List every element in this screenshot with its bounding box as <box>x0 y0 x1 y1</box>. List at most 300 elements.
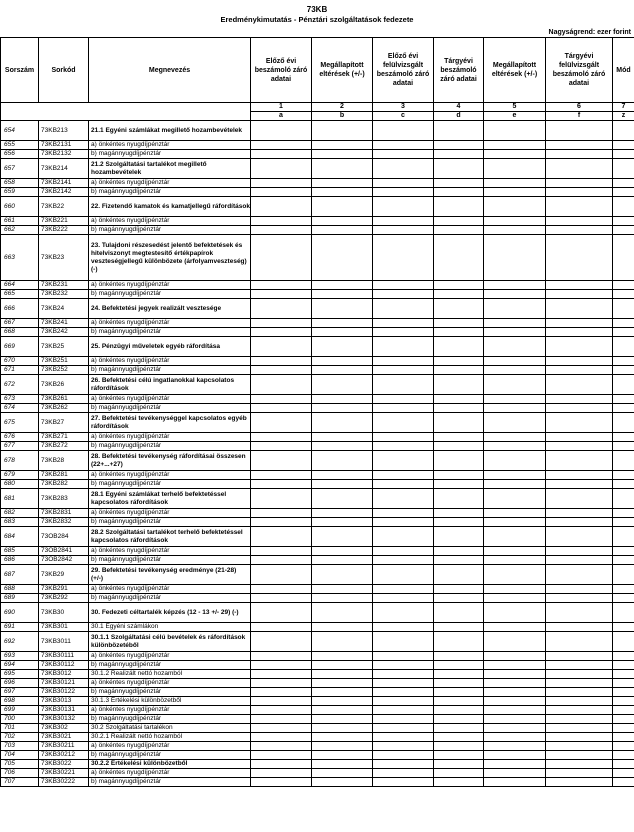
value-cell-4[interactable] <box>434 395 484 404</box>
value-cell-3[interactable] <box>373 565 434 585</box>
value-cell-6[interactable] <box>546 433 613 442</box>
value-cell-2[interactable] <box>312 375 373 395</box>
value-cell-2[interactable] <box>312 697 373 706</box>
value-cell-4[interactable] <box>434 742 484 751</box>
value-cell-1[interactable] <box>251 395 312 404</box>
value-cell-1[interactable] <box>251 226 312 235</box>
value-cell-6[interactable] <box>546 375 613 395</box>
value-cell-4[interactable] <box>434 751 484 760</box>
value-cell-1[interactable] <box>251 375 312 395</box>
value-cell-6[interactable] <box>546 760 613 769</box>
value-cell-4[interactable] <box>434 778 484 787</box>
value-cell-6[interactable] <box>546 652 613 661</box>
value-cell-1[interactable] <box>251 688 312 697</box>
value-cell-3[interactable] <box>373 733 434 742</box>
value-cell-2[interactable] <box>312 565 373 585</box>
value-cell-7[interactable] <box>613 328 634 337</box>
value-cell-2[interactable] <box>312 281 373 290</box>
value-cell-5[interactable] <box>484 670 546 679</box>
value-cell-6[interactable] <box>546 585 613 594</box>
value-cell-3[interactable] <box>373 688 434 697</box>
value-cell-6[interactable] <box>546 688 613 697</box>
value-cell-5[interactable] <box>484 375 546 395</box>
value-cell-4[interactable] <box>434 357 484 366</box>
value-cell-5[interactable] <box>484 337 546 357</box>
value-cell-3[interactable] <box>373 281 434 290</box>
value-cell-1[interactable] <box>251 121 312 141</box>
value-cell-6[interactable] <box>546 751 613 760</box>
value-cell-5[interactable] <box>484 751 546 760</box>
value-cell-6[interactable] <box>546 159 613 179</box>
value-cell-6[interactable] <box>546 188 613 197</box>
value-cell-2[interactable] <box>312 413 373 433</box>
value-cell-3[interactable] <box>373 742 434 751</box>
value-cell-1[interactable] <box>251 742 312 751</box>
value-cell-7[interactable] <box>613 235 634 281</box>
value-cell-3[interactable] <box>373 706 434 715</box>
value-cell-2[interactable] <box>312 724 373 733</box>
value-cell-5[interactable] <box>484 433 546 442</box>
value-cell-5[interactable] <box>484 290 546 299</box>
value-cell-7[interactable] <box>613 527 634 547</box>
value-cell-3[interactable] <box>373 226 434 235</box>
value-cell-4[interactable] <box>434 565 484 585</box>
value-cell-5[interactable] <box>484 661 546 670</box>
value-cell-5[interactable] <box>484 547 546 556</box>
value-cell-3[interactable] <box>373 769 434 778</box>
value-cell-5[interactable] <box>484 413 546 433</box>
value-cell-5[interactable] <box>484 404 546 413</box>
value-cell-4[interactable] <box>434 661 484 670</box>
value-cell-6[interactable] <box>546 715 613 724</box>
value-cell-6[interactable] <box>546 197 613 217</box>
value-cell-2[interactable] <box>312 706 373 715</box>
value-cell-5[interactable] <box>484 769 546 778</box>
value-cell-1[interactable] <box>251 217 312 226</box>
value-cell-4[interactable] <box>434 150 484 159</box>
value-cell-7[interactable] <box>613 585 634 594</box>
value-cell-1[interactable] <box>251 733 312 742</box>
value-cell-7[interactable] <box>613 357 634 366</box>
value-cell-4[interactable] <box>434 527 484 547</box>
value-cell-4[interactable] <box>434 281 484 290</box>
value-cell-7[interactable] <box>613 509 634 518</box>
value-cell-3[interactable] <box>373 623 434 632</box>
value-cell-6[interactable] <box>546 509 613 518</box>
value-cell-1[interactable] <box>251 679 312 688</box>
value-cell-3[interactable] <box>373 489 434 509</box>
value-cell-6[interactable] <box>546 556 613 565</box>
value-cell-7[interactable] <box>613 375 634 395</box>
value-cell-6[interactable] <box>546 480 613 489</box>
value-cell-7[interactable] <box>613 319 634 328</box>
value-cell-6[interactable] <box>546 395 613 404</box>
value-cell-5[interactable] <box>484 733 546 742</box>
value-cell-1[interactable] <box>251 556 312 565</box>
value-cell-4[interactable] <box>434 632 484 652</box>
value-cell-6[interactable] <box>546 235 613 281</box>
value-cell-6[interactable] <box>546 179 613 188</box>
value-cell-3[interactable] <box>373 121 434 141</box>
value-cell-6[interactable] <box>546 299 613 319</box>
value-cell-2[interactable] <box>312 141 373 150</box>
value-cell-4[interactable] <box>434 679 484 688</box>
value-cell-5[interactable] <box>484 688 546 697</box>
value-cell-5[interactable] <box>484 518 546 527</box>
value-cell-7[interactable] <box>613 141 634 150</box>
value-cell-2[interactable] <box>312 715 373 724</box>
value-cell-7[interactable] <box>613 688 634 697</box>
value-cell-1[interactable] <box>251 603 312 623</box>
value-cell-7[interactable] <box>613 697 634 706</box>
value-cell-1[interactable] <box>251 724 312 733</box>
value-cell-3[interactable] <box>373 480 434 489</box>
value-cell-7[interactable] <box>613 778 634 787</box>
value-cell-1[interactable] <box>251 778 312 787</box>
value-cell-6[interactable] <box>546 121 613 141</box>
value-cell-2[interactable] <box>312 547 373 556</box>
value-cell-1[interactable] <box>251 433 312 442</box>
value-cell-6[interactable] <box>546 527 613 547</box>
value-cell-2[interactable] <box>312 197 373 217</box>
value-cell-4[interactable] <box>434 518 484 527</box>
value-cell-1[interactable] <box>251 527 312 547</box>
value-cell-6[interactable] <box>546 451 613 471</box>
value-cell-4[interactable] <box>434 733 484 742</box>
value-cell-5[interactable] <box>484 226 546 235</box>
value-cell-1[interactable] <box>251 585 312 594</box>
value-cell-7[interactable] <box>613 751 634 760</box>
value-cell-3[interactable] <box>373 751 434 760</box>
value-cell-4[interactable] <box>434 442 484 451</box>
value-cell-2[interactable] <box>312 688 373 697</box>
value-cell-3[interactable] <box>373 724 434 733</box>
value-cell-5[interactable] <box>484 652 546 661</box>
value-cell-1[interactable] <box>251 480 312 489</box>
value-cell-2[interactable] <box>312 299 373 319</box>
value-cell-7[interactable] <box>613 652 634 661</box>
value-cell-5[interactable] <box>484 141 546 150</box>
value-cell-4[interactable] <box>434 179 484 188</box>
value-cell-7[interactable] <box>613 518 634 527</box>
value-cell-1[interactable] <box>251 670 312 679</box>
value-cell-7[interactable] <box>613 404 634 413</box>
value-cell-3[interactable] <box>373 547 434 556</box>
value-cell-1[interactable] <box>251 715 312 724</box>
value-cell-7[interactable] <box>613 489 634 509</box>
value-cell-7[interactable] <box>613 451 634 471</box>
value-cell-7[interactable] <box>613 299 634 319</box>
value-cell-4[interactable] <box>434 337 484 357</box>
value-cell-6[interactable] <box>546 769 613 778</box>
value-cell-5[interactable] <box>484 366 546 375</box>
value-cell-2[interactable] <box>312 679 373 688</box>
value-cell-6[interactable] <box>546 141 613 150</box>
value-cell-6[interactable] <box>546 778 613 787</box>
value-cell-2[interactable] <box>312 366 373 375</box>
value-cell-1[interactable] <box>251 769 312 778</box>
value-cell-2[interactable] <box>312 451 373 471</box>
value-cell-7[interactable] <box>613 556 634 565</box>
value-cell-6[interactable] <box>546 290 613 299</box>
value-cell-4[interactable] <box>434 121 484 141</box>
value-cell-5[interactable] <box>484 328 546 337</box>
value-cell-2[interactable] <box>312 395 373 404</box>
value-cell-7[interactable] <box>613 742 634 751</box>
value-cell-5[interactable] <box>484 319 546 328</box>
value-cell-4[interactable] <box>434 375 484 395</box>
value-cell-7[interactable] <box>613 337 634 357</box>
value-cell-3[interactable] <box>373 451 434 471</box>
value-cell-1[interactable] <box>251 281 312 290</box>
value-cell-1[interactable] <box>251 471 312 480</box>
value-cell-6[interactable] <box>546 357 613 366</box>
value-cell-5[interactable] <box>484 778 546 787</box>
value-cell-1[interactable] <box>251 413 312 433</box>
value-cell-2[interactable] <box>312 337 373 357</box>
value-cell-4[interactable] <box>434 760 484 769</box>
value-cell-6[interactable] <box>546 724 613 733</box>
value-cell-3[interactable] <box>373 159 434 179</box>
value-cell-6[interactable] <box>546 670 613 679</box>
value-cell-4[interactable] <box>434 197 484 217</box>
value-cell-3[interactable] <box>373 299 434 319</box>
value-cell-4[interactable] <box>434 328 484 337</box>
value-cell-2[interactable] <box>312 150 373 159</box>
value-cell-2[interactable] <box>312 235 373 281</box>
value-cell-7[interactable] <box>613 433 634 442</box>
value-cell-2[interactable] <box>312 733 373 742</box>
value-cell-1[interactable] <box>251 518 312 527</box>
value-cell-3[interactable] <box>373 319 434 328</box>
value-cell-5[interactable] <box>484 121 546 141</box>
value-cell-3[interactable] <box>373 150 434 159</box>
value-cell-3[interactable] <box>373 141 434 150</box>
value-cell-1[interactable] <box>251 366 312 375</box>
value-cell-5[interactable] <box>484 697 546 706</box>
value-cell-5[interactable] <box>484 197 546 217</box>
value-cell-2[interactable] <box>312 328 373 337</box>
value-cell-3[interactable] <box>373 471 434 480</box>
value-cell-3[interactable] <box>373 404 434 413</box>
value-cell-5[interactable] <box>484 395 546 404</box>
value-cell-6[interactable] <box>546 413 613 433</box>
value-cell-4[interactable] <box>434 594 484 603</box>
value-cell-5[interactable] <box>484 742 546 751</box>
value-cell-7[interactable] <box>613 661 634 670</box>
value-cell-1[interactable] <box>251 357 312 366</box>
value-cell-6[interactable] <box>546 319 613 328</box>
value-cell-4[interactable] <box>434 509 484 518</box>
value-cell-1[interactable] <box>251 751 312 760</box>
value-cell-3[interactable] <box>373 652 434 661</box>
value-cell-1[interactable] <box>251 509 312 518</box>
value-cell-4[interactable] <box>434 688 484 697</box>
value-cell-7[interactable] <box>613 366 634 375</box>
value-cell-7[interactable] <box>613 159 634 179</box>
value-cell-7[interactable] <box>613 395 634 404</box>
value-cell-5[interactable] <box>484 527 546 547</box>
value-cell-4[interactable] <box>434 585 484 594</box>
value-cell-1[interactable] <box>251 706 312 715</box>
value-cell-7[interactable] <box>613 179 634 188</box>
value-cell-5[interactable] <box>484 281 546 290</box>
value-cell-6[interactable] <box>546 679 613 688</box>
value-cell-7[interactable] <box>613 471 634 480</box>
value-cell-7[interactable] <box>613 547 634 556</box>
value-cell-4[interactable] <box>434 489 484 509</box>
value-cell-3[interactable] <box>373 509 434 518</box>
value-cell-6[interactable] <box>546 226 613 235</box>
value-cell-6[interactable] <box>546 404 613 413</box>
value-cell-7[interactable] <box>613 281 634 290</box>
value-cell-4[interactable] <box>434 623 484 632</box>
value-cell-4[interactable] <box>434 715 484 724</box>
value-cell-7[interactable] <box>613 290 634 299</box>
value-cell-4[interactable] <box>434 188 484 197</box>
value-cell-2[interactable] <box>312 742 373 751</box>
value-cell-3[interactable] <box>373 778 434 787</box>
value-cell-2[interactable] <box>312 778 373 787</box>
value-cell-5[interactable] <box>484 179 546 188</box>
value-cell-4[interactable] <box>434 404 484 413</box>
value-cell-2[interactable] <box>312 480 373 489</box>
value-cell-4[interactable] <box>434 319 484 328</box>
value-cell-3[interactable] <box>373 518 434 527</box>
value-cell-3[interactable] <box>373 632 434 652</box>
value-cell-2[interactable] <box>312 556 373 565</box>
value-cell-2[interactable] <box>312 319 373 328</box>
value-cell-3[interactable] <box>373 290 434 299</box>
value-cell-2[interactable] <box>312 404 373 413</box>
value-cell-7[interactable] <box>613 724 634 733</box>
value-cell-6[interactable] <box>546 217 613 226</box>
value-cell-4[interactable] <box>434 556 484 565</box>
value-cell-1[interactable] <box>251 159 312 179</box>
value-cell-5[interactable] <box>484 480 546 489</box>
value-cell-4[interactable] <box>434 670 484 679</box>
value-cell-1[interactable] <box>251 442 312 451</box>
value-cell-2[interactable] <box>312 442 373 451</box>
value-cell-3[interactable] <box>373 697 434 706</box>
value-cell-3[interactable] <box>373 357 434 366</box>
value-cell-3[interactable] <box>373 556 434 565</box>
value-cell-6[interactable] <box>546 742 613 751</box>
value-cell-6[interactable] <box>546 623 613 632</box>
value-cell-4[interactable] <box>434 697 484 706</box>
value-cell-2[interactable] <box>312 632 373 652</box>
value-cell-7[interactable] <box>613 769 634 778</box>
value-cell-2[interactable] <box>312 159 373 179</box>
value-cell-4[interactable] <box>434 652 484 661</box>
value-cell-2[interactable] <box>312 652 373 661</box>
value-cell-1[interactable] <box>251 404 312 413</box>
value-cell-4[interactable] <box>434 141 484 150</box>
value-cell-7[interactable] <box>613 632 634 652</box>
value-cell-4[interactable] <box>434 471 484 480</box>
value-cell-7[interactable] <box>613 442 634 451</box>
value-cell-2[interactable] <box>312 226 373 235</box>
value-cell-6[interactable] <box>546 337 613 357</box>
value-cell-2[interactable] <box>312 603 373 623</box>
value-cell-2[interactable] <box>312 518 373 527</box>
value-cell-2[interactable] <box>312 509 373 518</box>
value-cell-4[interactable] <box>434 433 484 442</box>
value-cell-3[interactable] <box>373 217 434 226</box>
value-cell-3[interactable] <box>373 395 434 404</box>
value-cell-6[interactable] <box>546 281 613 290</box>
value-cell-7[interactable] <box>613 150 634 159</box>
value-cell-6[interactable] <box>546 697 613 706</box>
value-cell-1[interactable] <box>251 489 312 509</box>
value-cell-6[interactable] <box>546 565 613 585</box>
value-cell-1[interactable] <box>251 623 312 632</box>
value-cell-1[interactable] <box>251 235 312 281</box>
value-cell-6[interactable] <box>546 328 613 337</box>
value-cell-1[interactable] <box>251 632 312 652</box>
value-cell-7[interactable] <box>613 760 634 769</box>
value-cell-2[interactable] <box>312 433 373 442</box>
value-cell-5[interactable] <box>484 471 546 480</box>
value-cell-1[interactable] <box>251 141 312 150</box>
value-cell-3[interactable] <box>373 661 434 670</box>
value-cell-5[interactable] <box>484 623 546 632</box>
value-cell-3[interactable] <box>373 188 434 197</box>
value-cell-5[interactable] <box>484 715 546 724</box>
value-cell-7[interactable] <box>613 594 634 603</box>
value-cell-5[interactable] <box>484 724 546 733</box>
value-cell-2[interactable] <box>312 594 373 603</box>
value-cell-5[interactable] <box>484 451 546 471</box>
value-cell-4[interactable] <box>434 217 484 226</box>
value-cell-5[interactable] <box>484 760 546 769</box>
value-cell-3[interactable] <box>373 179 434 188</box>
value-cell-3[interactable] <box>373 442 434 451</box>
value-cell-3[interactable] <box>373 413 434 433</box>
value-cell-4[interactable] <box>434 159 484 179</box>
value-cell-3[interactable] <box>373 197 434 217</box>
value-cell-2[interactable] <box>312 290 373 299</box>
value-cell-7[interactable] <box>613 603 634 623</box>
value-cell-4[interactable] <box>434 769 484 778</box>
value-cell-3[interactable] <box>373 235 434 281</box>
value-cell-1[interactable] <box>251 188 312 197</box>
value-cell-2[interactable] <box>312 489 373 509</box>
value-cell-3[interactable] <box>373 433 434 442</box>
value-cell-7[interactable] <box>613 121 634 141</box>
value-cell-4[interactable] <box>434 706 484 715</box>
value-cell-7[interactable] <box>613 715 634 724</box>
value-cell-2[interactable] <box>312 585 373 594</box>
value-cell-5[interactable] <box>484 509 546 518</box>
value-cell-5[interactable] <box>484 632 546 652</box>
value-cell-2[interactable] <box>312 527 373 547</box>
value-cell-5[interactable] <box>484 235 546 281</box>
value-cell-4[interactable] <box>434 480 484 489</box>
value-cell-6[interactable] <box>546 706 613 715</box>
value-cell-1[interactable] <box>251 328 312 337</box>
value-cell-3[interactable] <box>373 715 434 724</box>
value-cell-7[interactable] <box>613 188 634 197</box>
value-cell-5[interactable] <box>484 556 546 565</box>
value-cell-4[interactable] <box>434 226 484 235</box>
value-cell-1[interactable] <box>251 150 312 159</box>
value-cell-1[interactable] <box>251 697 312 706</box>
value-cell-7[interactable] <box>613 733 634 742</box>
value-cell-7[interactable] <box>613 679 634 688</box>
value-cell-2[interactable] <box>312 179 373 188</box>
value-cell-6[interactable] <box>546 733 613 742</box>
